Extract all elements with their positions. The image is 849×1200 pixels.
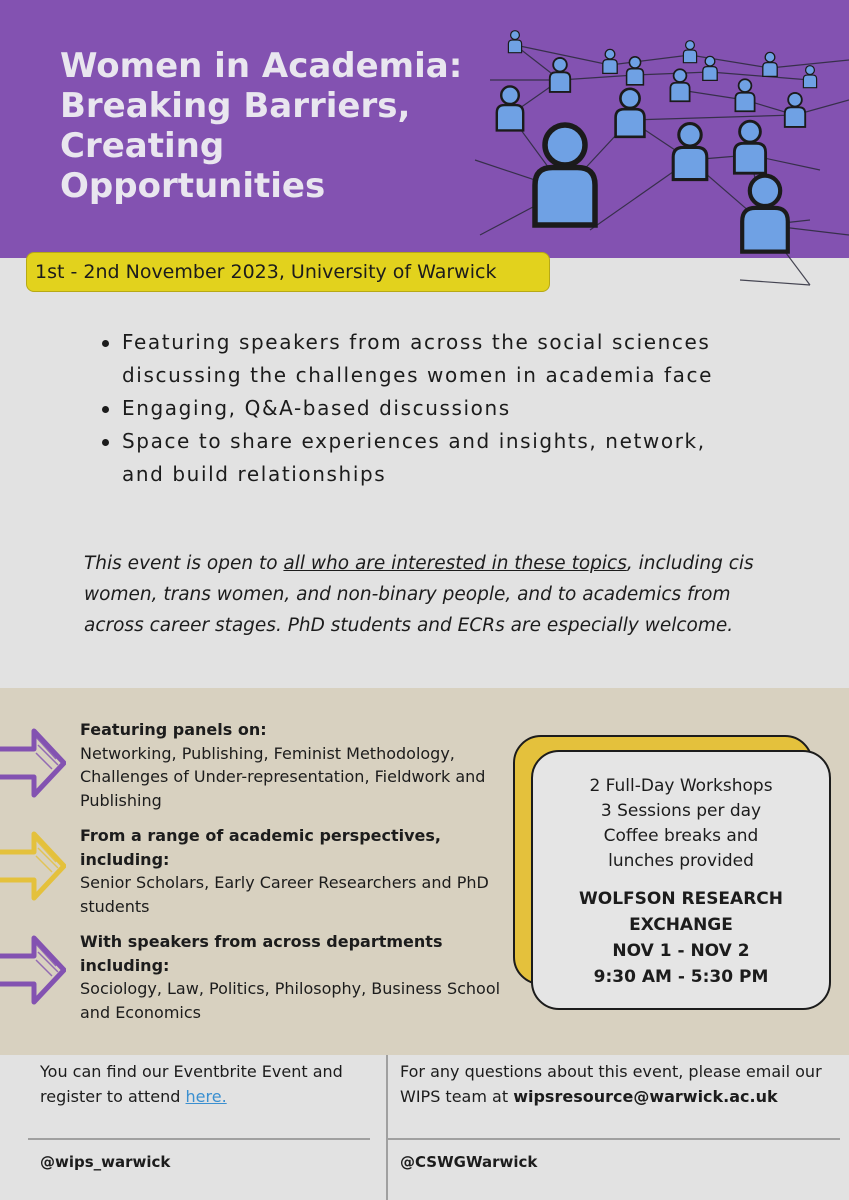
footer-rule-right: [388, 1138, 840, 1140]
feature-item: Engaging, Q&A-based discussions: [100, 392, 740, 425]
event-title: Women in Academia: Breaking Barriers, Creating Opportunities: [60, 46, 463, 206]
person-icon: [735, 79, 754, 111]
person-icon: [627, 57, 644, 85]
panel-heading: With speakers from across departments including:: [80, 932, 443, 975]
network-lines: [475, 45, 849, 285]
wips-handle[interactable]: @wips_warwick: [40, 1153, 171, 1171]
sessions-line: 3 Sessions per day: [600, 801, 762, 821]
person-icon: [803, 66, 816, 88]
yellow-arrow-icon: [0, 830, 66, 902]
purple-arrow-icon: [0, 727, 66, 799]
panel-departments-block: [80, 930, 520, 1024]
feature-item: Featuring speakers from across the social sciences discussing the challenges women in academia face: [100, 326, 740, 392]
person-icon: [550, 58, 570, 92]
person-icon: [673, 124, 707, 180]
person-icon: [670, 69, 689, 101]
person-icon: [616, 89, 645, 137]
dates-line: NOV 1 - NOV 2: [612, 941, 750, 961]
panel-body: Senior Scholars, Early Career Researchers and PhD students: [80, 873, 489, 916]
person-icon: [603, 49, 617, 73]
panel-perspectives-block: [80, 824, 520, 918]
person-icon: [535, 125, 595, 225]
person-icon: [683, 41, 696, 63]
panel-heading: Featuring panels on:: [80, 720, 267, 739]
person-icon: [734, 121, 765, 173]
person-icon: [497, 86, 523, 130]
coffee-line: Coffee breaks and: [603, 826, 759, 846]
footer-divider: [386, 1055, 388, 1200]
contact-text: For any questions about this event, please email our WIPS team at: [400, 1062, 822, 1106]
intro-text-before: This event is open to: [84, 553, 284, 574]
person-icon: [763, 52, 777, 76]
info-card: [531, 750, 831, 1010]
footer-rule-left: [28, 1138, 370, 1140]
workshops-line: 2 Full-Day Workshops: [589, 776, 773, 796]
eventbrite-note: [40, 1059, 375, 1109]
intro-text-after: , including cis women, trans women, and non-binary people, and to academics from across career stages. PhD students and ECRs are especially welcome.: [84, 553, 754, 636]
cswg-handle[interactable]: @CSWGWarwick: [400, 1153, 538, 1171]
person-icon: [508, 31, 521, 53]
intro-paragraph: [84, 548, 784, 641]
person-icon: [785, 93, 805, 127]
contact-note: [400, 1059, 840, 1109]
panel-body: Sociology, Law, Politics, Philosophy, Business School and Economics: [80, 979, 501, 1022]
panel-heading: From a range of academic perspectives, including:: [80, 826, 441, 869]
venue-line-2: EXCHANGE: [629, 915, 733, 935]
panel-body: Networking, Publishing, Feminist Methodology, Challenges of Under-representation, Fieldwork and Publishing: [80, 743, 486, 810]
contact-email[interactable]: wipsresource@warwick.ac.uk: [513, 1087, 778, 1106]
purple-arrow-icon: [0, 934, 66, 1006]
date-banner: 1st - 2nd November 2023, University of Warwick: [26, 252, 550, 292]
person-icon: [742, 176, 788, 252]
feature-list: [100, 326, 740, 491]
eventbrite-link[interactable]: here.: [185, 1087, 227, 1106]
panel-topics-block: [80, 718, 520, 812]
person-icon: [703, 56, 717, 80]
times-line: 9:30 AM - 5:30 PM: [593, 967, 769, 987]
venue-line: WOLFSON RESEARCH: [579, 889, 783, 909]
lunch-line: lunches provided: [608, 851, 754, 871]
eventbrite-text: You can find our Eventbrite Event and register to attend: [40, 1062, 343, 1106]
intro-underlined: all who are interested in these topics: [283, 553, 627, 574]
feature-item: Space to share experiences and insights, network, and build relationships: [100, 425, 740, 491]
